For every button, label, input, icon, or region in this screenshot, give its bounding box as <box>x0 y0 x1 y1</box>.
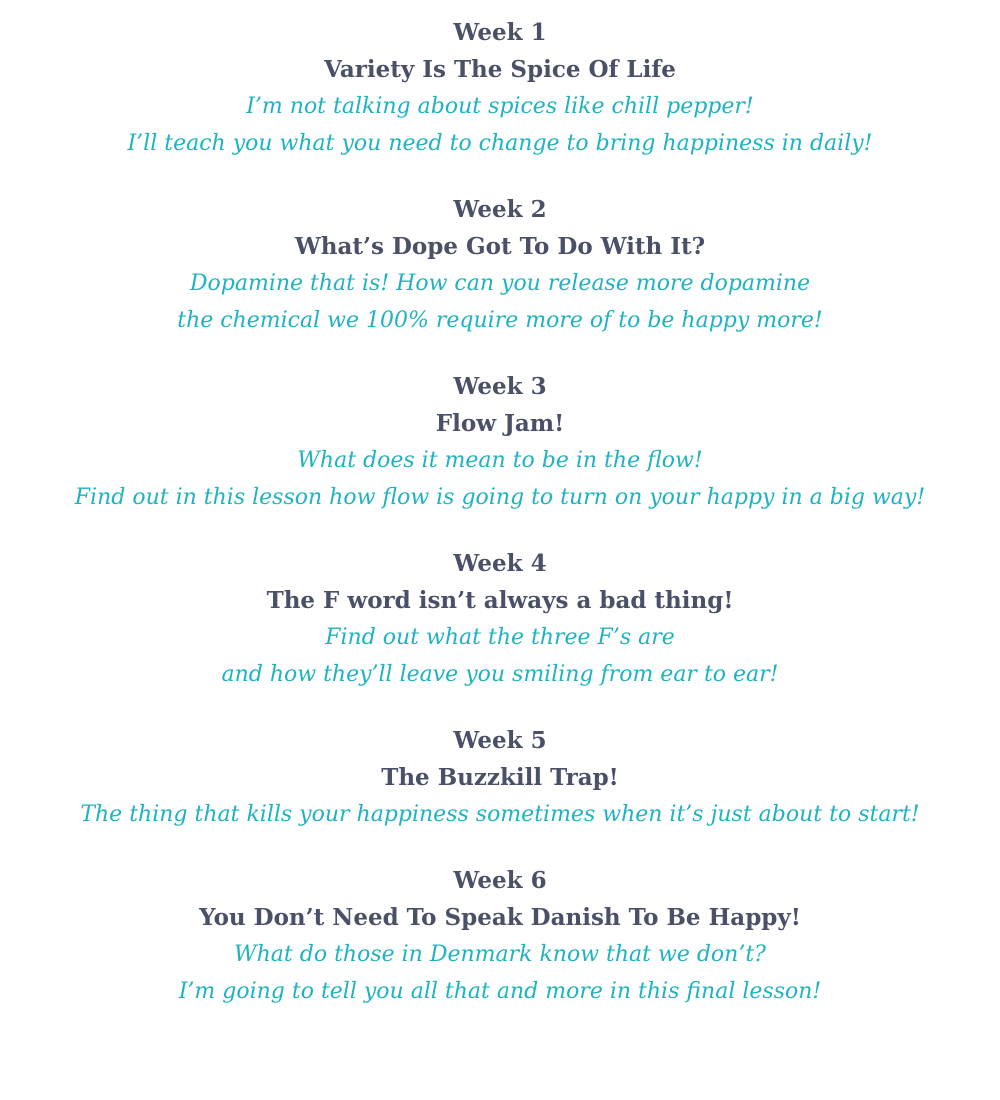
week-title: The F word isn’t always a bad thing! <box>266 587 734 614</box>
week-6-section <box>0 862 1000 1010</box>
week-label: Week 4 <box>453 550 547 577</box>
week-label: Week 1 <box>453 19 547 46</box>
week-description-line: I’m going to tell you all that and more in this final lesson! <box>178 979 822 1004</box>
week-3-section <box>0 368 1000 516</box>
week-2-section <box>0 191 1000 339</box>
week-description-line: the chemical we 100% require more of to be happy more! <box>177 308 823 333</box>
week-4-section <box>0 545 1000 693</box>
week-title: The Buzzkill Trap! <box>381 764 619 791</box>
week-description-line: What does it mean to be in the flow! <box>297 448 703 473</box>
week-label: Week 2 <box>453 196 547 223</box>
week-description-line: Find out what the three F’s are <box>325 625 675 650</box>
week-label: Week 6 <box>453 867 547 894</box>
week-5-section <box>0 722 1000 833</box>
week-description-line: I’m not talking about spices like chill pepper! <box>246 94 754 119</box>
week-title: You Don’t Need To Speak Danish To Be Happy! <box>199 904 801 931</box>
week-title: Flow Jam! <box>435 410 565 437</box>
week-description-line: What do those in Denmark know that we don’t? <box>234 942 766 967</box>
week-1-section <box>0 14 1000 162</box>
week-description-line: Find out in this lesson how flow is going to turn on your happy in a big way! <box>74 485 926 510</box>
week-title: What’s Dope Got To Do With It? <box>294 233 706 260</box>
week-title: Variety Is The Spice Of Life <box>324 56 676 83</box>
week-description-line: I’ll teach you what you need to change to bring happiness in daily! <box>127 131 873 156</box>
week-description-line: Dopamine that is! How can you release more dopamine <box>189 271 811 296</box>
week-label: Week 3 <box>453 373 547 400</box>
week-label: Week 5 <box>453 727 547 754</box>
week-description-line: The thing that kills your happiness sometimes when it’s just about to start! <box>80 802 920 827</box>
week-description-line: and how they’ll leave you smiling from ear to ear! <box>221 662 779 687</box>
